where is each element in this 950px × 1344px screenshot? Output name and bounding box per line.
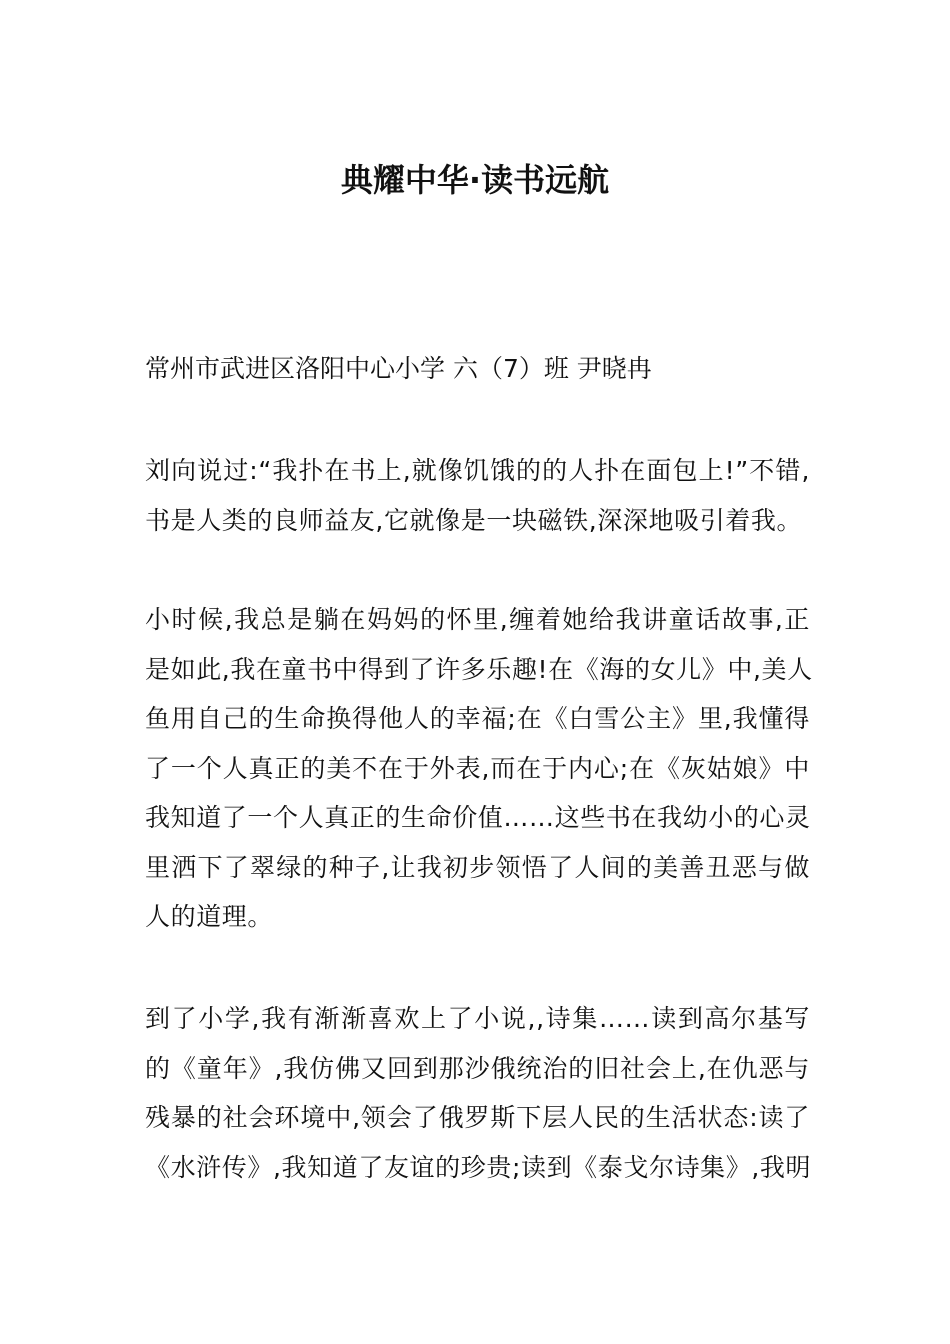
- paragraph-3: [145, 994, 810, 1192]
- text-line: 鱼用自己的生命换得他人的幸福;在《白雪公主》里,我懂得: [145, 704, 810, 733]
- paragraph-2: [145, 595, 813, 942]
- document-title: 典耀中华·读书远航: [340, 161, 610, 199]
- paragraph-1: [145, 446, 810, 545]
- text-line: 小时候,我总是躺在妈妈的怀里,缠着她给我讲童话故事,正: [145, 605, 810, 634]
- text-line: 书是人类的良师益友,它就像是一块磁铁,深深地吸引着我。: [145, 505, 803, 535]
- text-line: 到了小学,我有渐渐喜欢上了小说,,诗集……读到高尔基写: [145, 1004, 810, 1033]
- text-line: 的《童年》,我仿佛又回到那沙俄统治的旧社会上,在仇恶与: [145, 1053, 810, 1083]
- text-line: 是如此,我在童书中得到了许多乐趣!在《海的女儿》中,美人: [145, 654, 813, 684]
- text-line: 了一个人真正的美不在于外表,而在于内心;在《灰姑娘》中: [145, 753, 810, 783]
- text-line: 《水浒传》,我知道了友谊的珍贵;读到《泰戈尔诗集》,我明: [145, 1152, 812, 1182]
- text-line: 刘向说过:“我扑在书上,就像饥饿的的人扑在面包上!”不错,: [145, 456, 810, 485]
- text-line: 里洒下了翠绿的种子,让我初步领悟了人间的美善丑恶与做: [145, 852, 810, 882]
- text-line: 我知道了一个人真正的生命价值……这些书在我幼小的心灵: [145, 803, 811, 832]
- author-byline: 常州市武进区洛阳中心小学 六（7）班 尹晓冉: [145, 354, 652, 383]
- text-line: 人的道理。: [145, 902, 274, 931]
- text-line: 残暴的社会环境中,领会了俄罗斯下层人民的生活状态:读了: [145, 1103, 810, 1132]
